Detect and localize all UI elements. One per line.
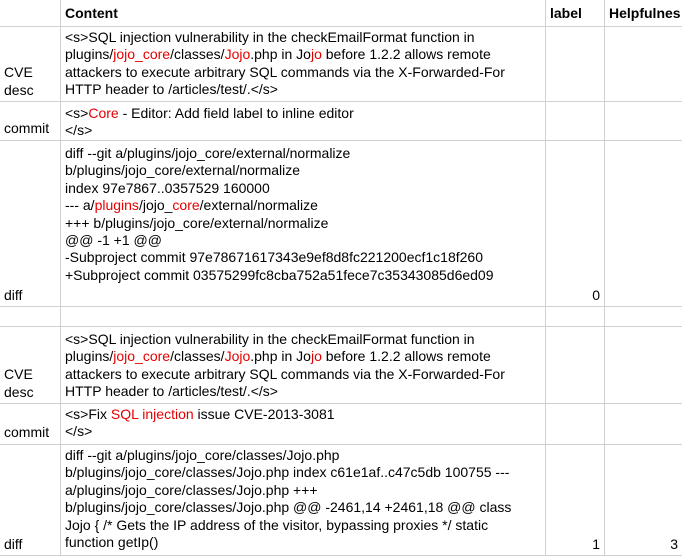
text-run: .php in Jo [250, 46, 311, 63]
cve-desc-cell[interactable] [61, 327, 545, 403]
highlighted-token: Jojo [224, 46, 251, 63]
text-run: /classes/ [170, 46, 225, 63]
text-run: <s>SQL injection vulnerability in the checkEmailFormat function in plugins/ [65, 29, 475, 63]
diff-cell[interactable] [61, 445, 545, 555]
row-label-commit[interactable] [0, 102, 60, 140]
text-run: before 1.2.2 allows remote attackers to execute arbitrary SQL commands via the X-Forwarded-For HTTP header to /articles/test/.</s> [65, 46, 505, 98]
label-value-cell[interactable] [546, 445, 604, 555]
text-run: before 1.2.2 allows remote attackers to execute arbitrary SQL commands via the X-Forwarded-For HTTP header to /articles/test/.</s> [65, 348, 505, 400]
header-helpfulness[interactable]: Helpfulnes [609, 5, 681, 21]
row-label-text: CVE desc [4, 366, 34, 400]
highlighted-token: Jojo [224, 348, 251, 365]
row-label-text: commit [4, 119, 50, 136]
text-run: .php in Jo [250, 348, 311, 365]
text-run: /external/normalize +++ b/plugins/jojo_core/external/normalize @@ -1 +1 @@ -Subproject commit 97e78671617343e9ef8d8fc221200ecf1c18f260 +Subproject commit 03575299fc8cba752a51fece7c35343085d6ed09 [65, 197, 494, 283]
row-label-text: commit [4, 423, 50, 440]
row-label-text: diff [4, 286, 23, 303]
text-run: /classes/ [170, 348, 225, 365]
row-label-cve-desc[interactable] [0, 27, 60, 101]
row-label-text: diff [4, 535, 23, 552]
highlighted-token: core [172, 197, 200, 214]
text-run: diff --git a/plugins/jojo_core/external/normalize b/plugins/jojo_core/external/normalize index 97e7867..0357529 160000 --- a/ [65, 145, 351, 214]
text-run: /jojo_ [138, 197, 173, 214]
text-run: - Editor: Add field label to inline editor </s> [65, 105, 354, 139]
label-value: 1 [592, 535, 600, 552]
row-label-commit[interactable] [0, 404, 60, 444]
row-label-diff[interactable] [0, 141, 60, 306]
text-run: <s>SQL injection vulnerability in the checkEmailFormat function in plugins/ [65, 331, 475, 365]
row-label-text: CVE desc [4, 64, 34, 98]
highlighted-token: jojo_core [113, 348, 171, 365]
text-run: <s>Fix [65, 406, 111, 422]
highlighted-token: jojo_core [113, 46, 171, 63]
highlighted-token: jo [310, 348, 322, 365]
commit-message-cell[interactable] [61, 404, 545, 444]
header-label[interactable]: label [550, 5, 582, 21]
cve-desc-cell[interactable] [61, 27, 545, 101]
text-run: issue CVE-2013-3081 </s> [65, 406, 335, 440]
highlighted-token: jo [310, 46, 322, 63]
highlighted-token: plugins [94, 197, 139, 214]
label-value-cell[interactable] [546, 141, 604, 306]
empty-row[interactable] [0, 307, 682, 326]
helpfulness-value-cell[interactable] [605, 445, 682, 555]
helpfulness-value: 3 [670, 535, 678, 552]
text-run: diff --git a/plugins/jojo_core/classes/Jojo.php b/plugins/jojo_core/classes/Jojo.php index c61e1af..c47c5db 100755 --- a/plugins/jojo_core/classes/Jojo.php +++ b/plugins/jojo_core/classes/Jojo.php @@ -2461,14 +2461,18 @@ class Jojo { /* Gets the IP address of the visitor, bypassing proxies */ static function getIp() [65, 447, 512, 551]
highlighted-token: Core [88, 105, 119, 121]
highlighted-token: SQL injection [110, 406, 194, 422]
label-value: 0 [592, 286, 600, 303]
row-label-diff[interactable] [0, 445, 60, 555]
row-label-cve-desc[interactable] [0, 327, 60, 403]
header-content[interactable]: Content [65, 5, 118, 21]
commit-message-cell[interactable] [61, 102, 545, 140]
diff-cell[interactable] [61, 141, 545, 306]
text-run: <s> [65, 105, 89, 121]
